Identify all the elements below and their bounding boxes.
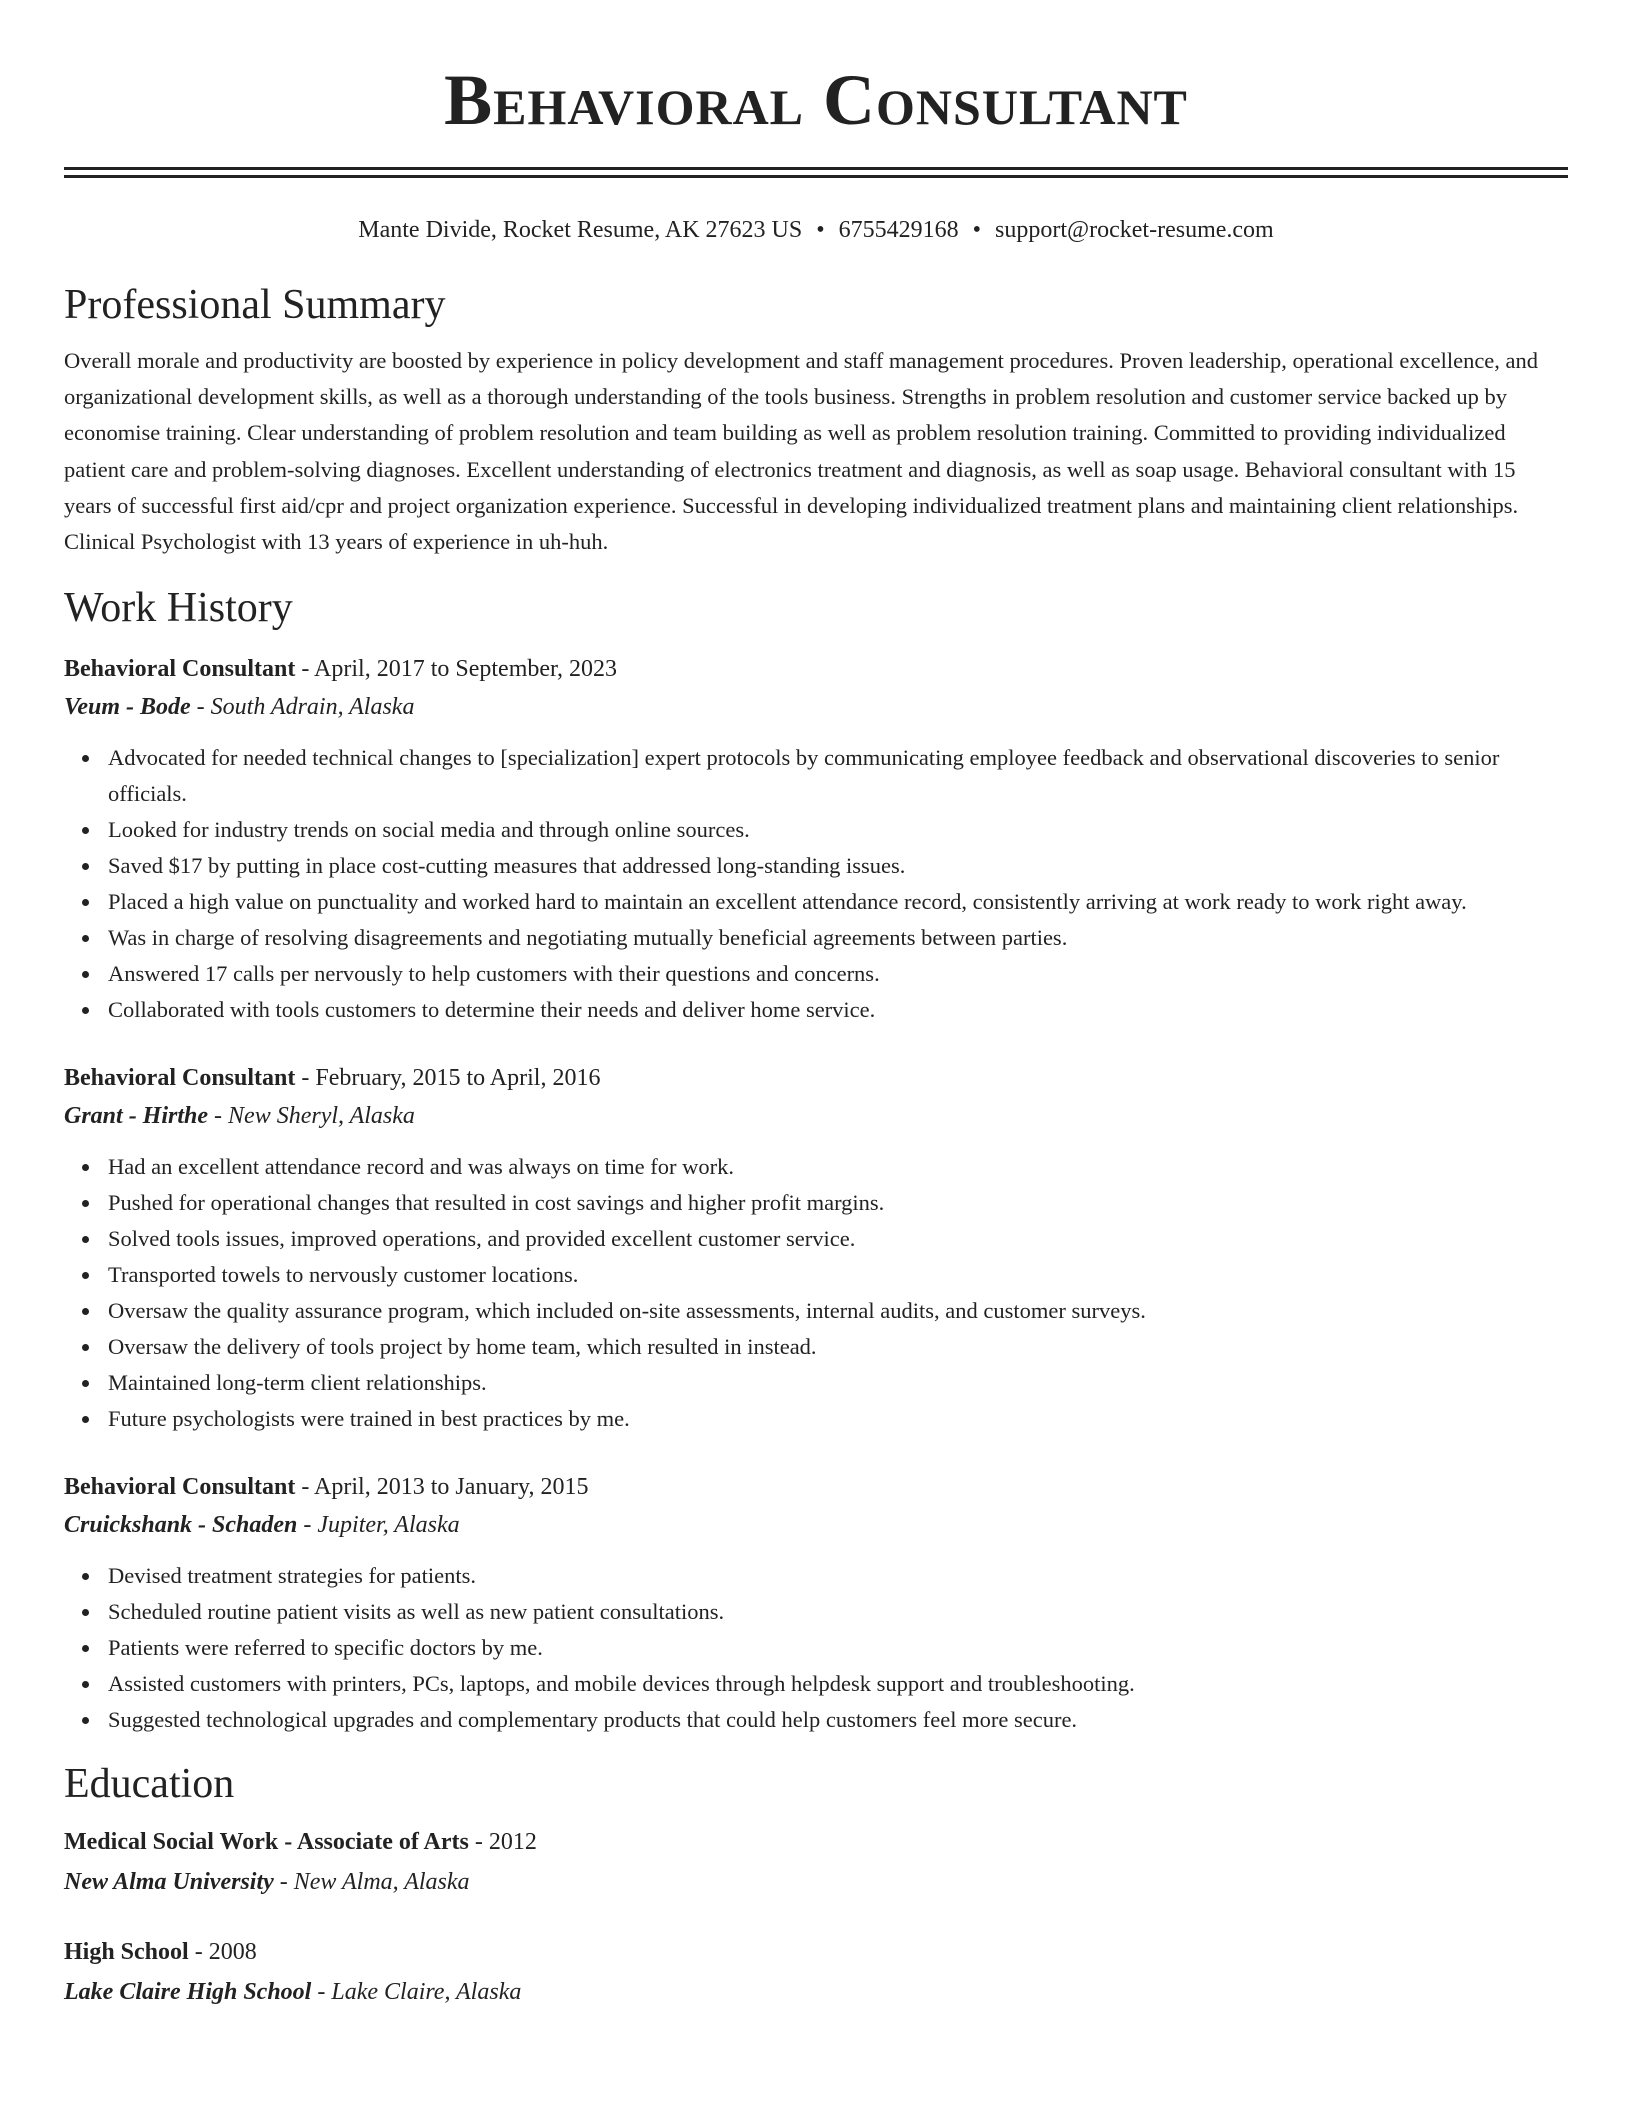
- company-location: South Adrain, Alaska: [210, 694, 415, 721]
- company-line: [64, 1097, 1568, 1135]
- dash-separator: -: [190, 694, 211, 721]
- contact-separator: •: [816, 217, 825, 243]
- summary-heading: Professional Summary: [64, 282, 446, 328]
- job-bullet: Devised treatment strategies for patients.: [108, 1558, 1568, 1594]
- job-title: Behavioral Consultant: [64, 656, 296, 683]
- job-bullet: Advocated for needed technical changes to [specialization] expert protocols by communicating employee feedback and observational discoveries to senior officials.: [108, 740, 1568, 812]
- job-bullet-list: [64, 740, 1568, 1028]
- job-bullet: Assisted customers with printers, PCs, laptops, and mobile devices through helpdesk support and troubleshooting.: [108, 1666, 1568, 1702]
- job-bullet: Collaborated with tools customers to determine their needs and deliver home service.: [108, 992, 1568, 1028]
- job-bullet: Oversaw the delivery of tools project by home team, which resulted in instead.: [108, 1329, 1568, 1365]
- job-bullet: Looked for industry trends on social media and through online sources.: [108, 812, 1568, 848]
- company-name: Veum - Bode: [64, 694, 191, 721]
- company-line: [64, 1506, 1568, 1544]
- job-bullet: Placed a high value on punctuality and worked hard to maintain an excellent attendance record, consistently arriving at work ready to work right away.: [108, 884, 1568, 920]
- company-location: New Sheryl, Alaska: [228, 1103, 415, 1130]
- work-history-heading: Work History: [64, 585, 293, 632]
- job-title: Behavioral Consultant: [64, 1474, 296, 1501]
- dash-separator: -: [311, 1979, 332, 2006]
- job-bullet: Pushed for operational changes that resulted in cost savings and higher profit margins.: [108, 1185, 1568, 1221]
- job-dates: April, 2013 to January, 2015: [314, 1474, 589, 1501]
- contact-line: [64, 214, 1568, 246]
- education-school: Lake Claire High School: [64, 1979, 312, 2006]
- education-degree: Medical Social Work - Associate of Arts: [64, 1829, 469, 1856]
- resume-page: [64, 0, 1568, 2012]
- job-bullet: Patients were referred to specific doctors by me.: [108, 1630, 1568, 1666]
- education-school-line: [64, 1972, 1568, 2012]
- job-bullet: Scheduled routine patient visits as well as new patient consultations.: [108, 1594, 1568, 1630]
- education-location: New Alma, Alaska: [293, 1869, 470, 1896]
- job-bullet: Solved tools issues, improved operations, and provided excellent customer service.: [108, 1221, 1568, 1257]
- education-degree-line: [64, 1932, 1568, 1972]
- job-entry: [64, 1059, 1568, 1437]
- company-name: Cruickshank - Schaden: [64, 1512, 298, 1539]
- education-heading: Education: [64, 1761, 235, 1808]
- title-divider-bottom: [64, 175, 1568, 178]
- resume-title: Behavioral Consultant: [444, 60, 1188, 140]
- dash-separator: -: [295, 1065, 316, 1092]
- job-bullet: Had an excellent attendance record and was always on time for work.: [108, 1149, 1568, 1185]
- job-title: Behavioral Consultant: [64, 1065, 296, 1092]
- summary-text: Overall morale and productivity are boosted by experience in policy development and staff management procedures. Proven leadership, operational excellence, and organizational development skills, as well as a thorough understanding of the tools business. Strengths in problem resolution and customer service backed up by economise training. Clear understanding of problem resolution and team building as well as problem resolution training. Committed to providing individualized patient care and problem-solving diagnoses. Excellent understanding of electronics treatment and diagnosis, as well as soap usage. Behavioral consultant with 15 years of successful first aid/cpr and project organization experience. Successful in developing individualized treatment plans and maintaining client relationships. Clinical Psychologist with 13 years of experience in uh-huh.: [64, 348, 1539, 555]
- contact-separator: •: [972, 217, 982, 243]
- job-entry: [64, 650, 1568, 1028]
- job-bullet: Maintained long-term client relationships.: [108, 1365, 1568, 1401]
- job-title-line: [64, 1468, 1568, 1506]
- dash-separator: -: [295, 1474, 315, 1501]
- job-bullet: Answered 17 calls per nervously to help customers with their questions and concerns.: [108, 956, 1568, 992]
- job-bullet-list: [64, 1558, 1568, 1738]
- job-bullet-list: [64, 1149, 1568, 1437]
- title-divider-top: [64, 167, 1568, 170]
- contact-phone: 6755429168: [838, 217, 959, 243]
- job-bullet: Transported towels to nervously customer locations.: [108, 1257, 1568, 1293]
- job-entry: [64, 1468, 1568, 1738]
- education-entry: [64, 1822, 1568, 1902]
- company-name: Grant - Hirthe: [64, 1103, 209, 1130]
- education-year: 2012: [488, 1829, 537, 1856]
- job-dates: April, 2017 to September, 2023: [314, 656, 618, 683]
- education-year: 2008: [208, 1939, 257, 1966]
- job-bullet: Was in charge of resolving disagreements and negotiating mutually beneficial agreements between parties.: [108, 920, 1568, 956]
- job-dates: February, 2015 to April, 2016: [315, 1065, 601, 1092]
- job-bullet: Oversaw the quality assurance program, which included on-site assessments, internal audits, and customer surveys.: [108, 1293, 1568, 1329]
- dash-separator: -: [188, 1939, 209, 1966]
- company-location: Jupiter, Alaska: [317, 1512, 460, 1539]
- education-school-line: [64, 1862, 1568, 1902]
- job-title-line: [64, 1059, 1568, 1097]
- education-school: New Alma University: [64, 1869, 274, 1896]
- education-location: Lake Claire, Alaska: [331, 1979, 522, 2006]
- company-line: [64, 688, 1568, 726]
- contact-address: Mante Divide, Rocket Resume, AK 27623 US: [358, 217, 803, 243]
- job-title-line: [64, 650, 1568, 688]
- education-entry: [64, 1932, 1568, 2012]
- job-bullet: Future psychologists were trained in best practices by me.: [108, 1401, 1568, 1437]
- dash-separator: -: [468, 1829, 489, 1856]
- education-degree-line: [64, 1822, 1568, 1862]
- dash-separator: -: [295, 656, 315, 683]
- job-bullet: Suggested technological upgrades and complementary products that could help customers feel more secure.: [108, 1702, 1568, 1738]
- dash-separator: -: [297, 1512, 318, 1539]
- dash-separator: -: [208, 1103, 229, 1130]
- education-degree: High School: [64, 1939, 189, 1966]
- dash-separator: -: [273, 1869, 294, 1896]
- contact-email: support@rocket-resume.com: [995, 217, 1274, 243]
- job-bullet: Saved $17 by putting in place cost-cutting measures that addressed long-standing issues.: [108, 848, 1568, 884]
